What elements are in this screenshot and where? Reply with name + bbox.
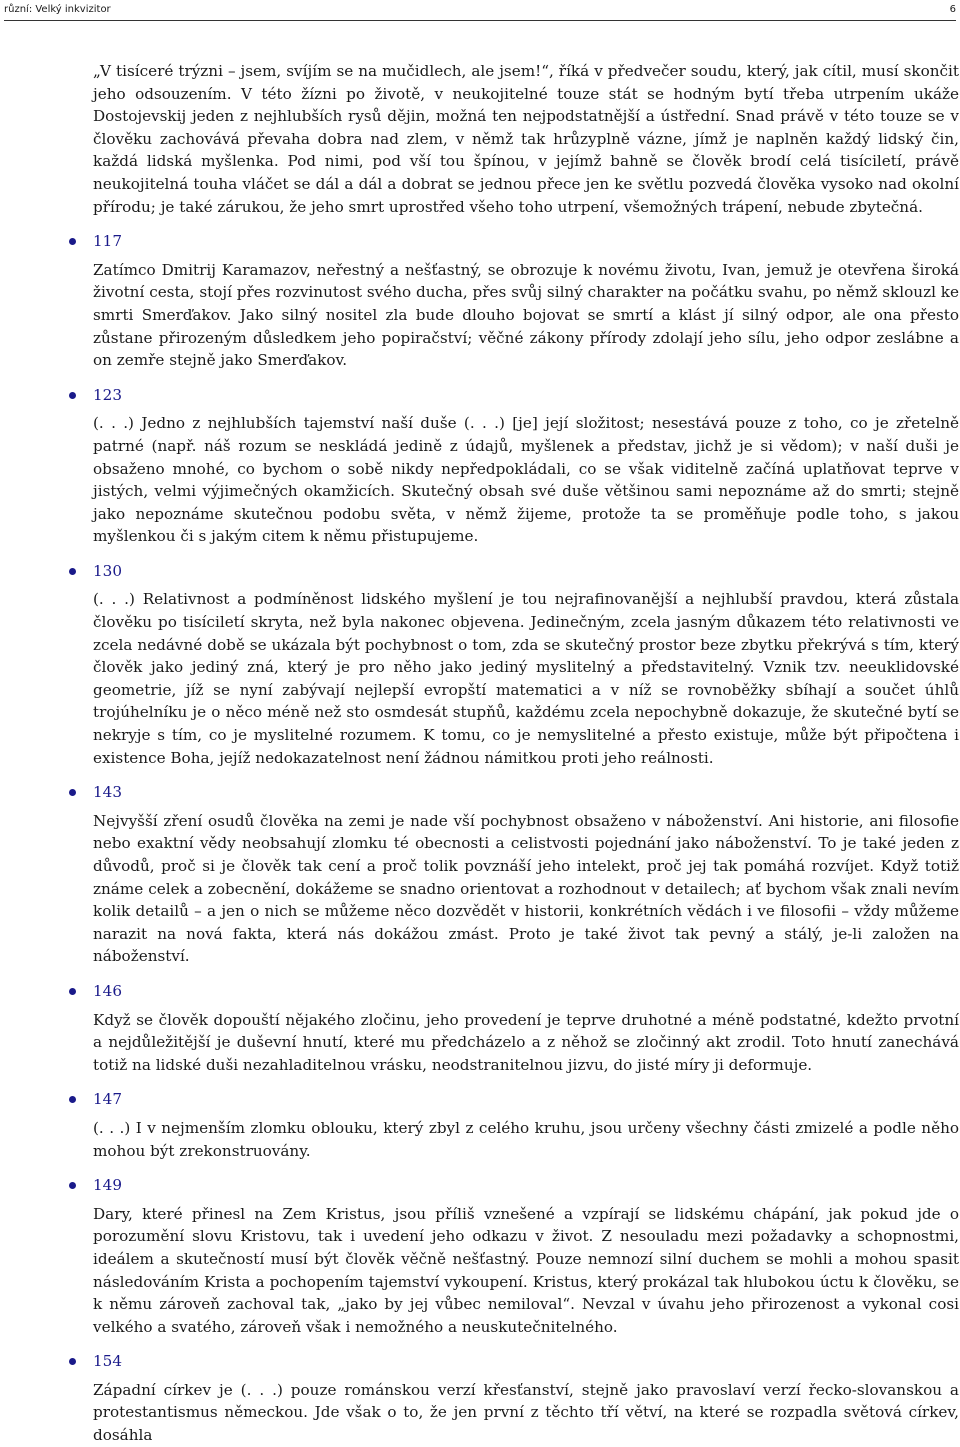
section-text: Zatímco Dmitrij Karamazov, neřestný a nešťastný, se obrozuje k novému životu, Ivan, jemuž je otevřena široká životní cesta, stojí přes rozvinutost svého ducha, přes svůj silný charakter na počátku svahu, po němž sklouzl ke smrti Smerďakov. Jako silný nositel zla bude dlouho bojovat se smrtí a klást jí silný odpor, ale ona přesto zůstane přirozeným důsledkem jeho popiračství; věčné zákony přírody zdolají jeho sílu, jeho odpor zeslábne a on zemře stejně jako Smerďakov. [93,260,959,370]
intro-paragraph: „V tisíceré trýzni – jsem, svíjím se na mučidlech, ale jsem!“, říká v předvečer soudu, který, jak cítil, musí skončit jeho odsouzením. V této žízni po životě, v neukojitelné touze stát se hodným bytí třeba utrpením ukáže Dostojevskij jeden z nejhlubších rysů dějin, možná ten nejpodstatnější a ústřední. Snad právě v této touze se v člověku zachovává převaha dobra nad zlem, v němž tak hrůzyplně vázne, jímž je naplněn každý lidský čin, každá lidská myšlenka. Pod nimi, pod vší tou špínou, v jejímž bahně se člověk brodí celá tisíciletí, právě neukojitelná touha vláčet se dál a dál a dobrat se jednou přece jen ke světlu pozvedá člověka vysoko nad okolní přírodu; je také zárukou, že jeho smrt uprostřed všeho toho utrpení, všemožných trápení, nebude zbytečná. [93,62,959,216]
section-number-link[interactable]: 117 [93,232,122,251]
section-text: (. . .) I v nejmenším zlomku oblouku, který zbyl z celého kruhu, jsou určeny všechny části zmizelé a podle něho mohou být zrekonstruovány. [93,1118,959,1160]
bullet-icon [69,1096,76,1103]
section-130 [93,560,959,769]
section-number-link[interactable]: 149 [93,1176,122,1195]
section-number-link[interactable]: 130 [93,561,122,580]
section-146 [93,980,959,1076]
section-149 [93,1174,959,1338]
section-number-link[interactable]: 123 [93,385,122,404]
bullet-icon [69,568,76,575]
section-text: Dary, které přinesl na Zem Kristus, jsou příliš vznešené a vzpírají se lidskému chápání, jak pokud jde o porozumění slovu Kristovu, tak i uvedení jeho odkazu v život. Z nesouladu mezi požadavky a schopnostmi, ideálem a skutečností musí být člověk věčně nešťastný. Pouze nemnozí silní duchem se mohli a mohou spasit následováním Krista a pochopením tajemství vykoupení. Kristus, který prokázal tak hlubokou úctu k člověku, se k němu zároveň zachoval tak, „jako by jej vůbec nemiloval“. Nevzal v úvahu jeho přirozenost a vykonal cosi velkého a svatého, zároveň však i nemožného a neuskutečnitelného. [93,1204,959,1336]
section-117 [93,230,959,372]
section-text: (. . .) Relativnost a podmíněnost lidského myšlení je tou nejrafinovanější a nejhlubší pravdou, která zůstala člověku po tisíciletí skryta, než byla nakonec objevena. Jedinečným, zcela jasným důkazem této relativnosti ve zcela nedávné době se ukázala být pochybnost o tom, zda se skutečný prostor beze zbytku překrývá s tím, který člověk jako jediný zná, který je pro něho jako jediný myslitelný a představitelný. Vznik tzv. neeuklidovské geometrie, jíž se nyní zabývají nejlepší evropští matematici a v níž se rovnoběžky sbíhají a součet úhlů trojúhelníku je o něco méně než sto osmdesát stupňů, každému zcela nepochybně dokazuje, že skutečné bytí se nekryje s tím, co je myslitelné rozumem. K tomu, co je nemyslitelné a přesto existuje, může být připočtena i existence Boha, jejíž nedokazatelnost není žádnou námitkou proti jeho reálnosti. [93,590,959,767]
bullet-icon [69,789,76,796]
section-text: Když se člověk dopouští nějakého zločinu, jeho provedení je teprve druhotné a méně podstatné, kdežto prvotní a nejdůležitější je duševní hnutí, které mu předcházelo a z něhož se zločinný akt zrodil. Toto hnutí zanechává totiž na lidské duši nezahladitelnou vrásku, neodstranitelnou jizvu, do jisté míry ji deformuje. [93,1010,959,1074]
section-123 [93,384,959,548]
bullet-icon [69,392,76,399]
page-number: 6 [949,4,956,15]
running-header [4,2,956,21]
section-147 [93,1088,959,1162]
section-143 [93,781,959,968]
section-number-link[interactable]: 143 [93,783,122,802]
bullet-icon [69,238,76,245]
header-title: různí: Velký inkvizitor [4,4,111,15]
section-text: (. . .) Jedno z nejhlubších tajemství naší duše (. . .) [je] její složitost; nesestává pouze z toho, co je zřetelně patrné (např. náš rozum se neskládá jedině z údajů, myšlenek a představ, jichž je si vědom); v naší duši je obsaženo mnohé, co bychom o sobě nikdy nepředpokládali, co se však viditelně začíná uplatňovat teprve v jistých, velmi výjimečných okamžicích. Skutečný obsah své duše většinou sami nepoznáme až do smrti; stejně jako nepoznáme skutečnou podobu světa, v němž žijeme, protože ta se proměňuje podle toho, s jakou myšlenkou či s jakým citem k němu přistupujeme. [93,414,959,546]
section-number-link[interactable]: 146 [93,981,122,1000]
section-number-link[interactable]: 147 [93,1090,122,1109]
bullet-icon [69,988,76,995]
section-number-link[interactable]: 154 [93,1352,122,1371]
section-text: Západní církev je (. . .) pouze románskou verzí křesťanství, stejně jako pravoslaví verzí řecko-slovanskou a protestantismus německou. Jde však o to, že jen první z těchto tří větví, na které se rozpadla světová církev, dosáhla [93,1380,959,1445]
page-content [93,60,959,1447]
bullet-icon [69,1358,76,1365]
bullet-icon [69,1182,76,1189]
section-154 [93,1350,959,1446]
section-text: Nejvyšší zření osudů člověka na zemi je nade vší pochybnost obsaženo v náboženství. Ani historie, ani filosofie nebo exaktní vědy neobsahují zlomku té obecnosti a celistvosti pojednání jako náboženství. To je také jeden z důvodů, proč si je člověk tak cení a proč tolik povznáší jeho intelekt, proč jej tak pomáhá rozvíjet. Když totiž známe celek a zobecnění, dokážeme se snadno orientovat a rozhodnout v detailech; ať bychom však znali nevím kolik detailů – a jen o nich se můžeme něco dozvědět v historii, konkrétních vědách i ve filosofii – vždy můžeme narazit na nová fakta, která nás dokážou zmást. Proto je také život tak pevný a stálý, je-li založen na náboženství. [93,811,959,966]
